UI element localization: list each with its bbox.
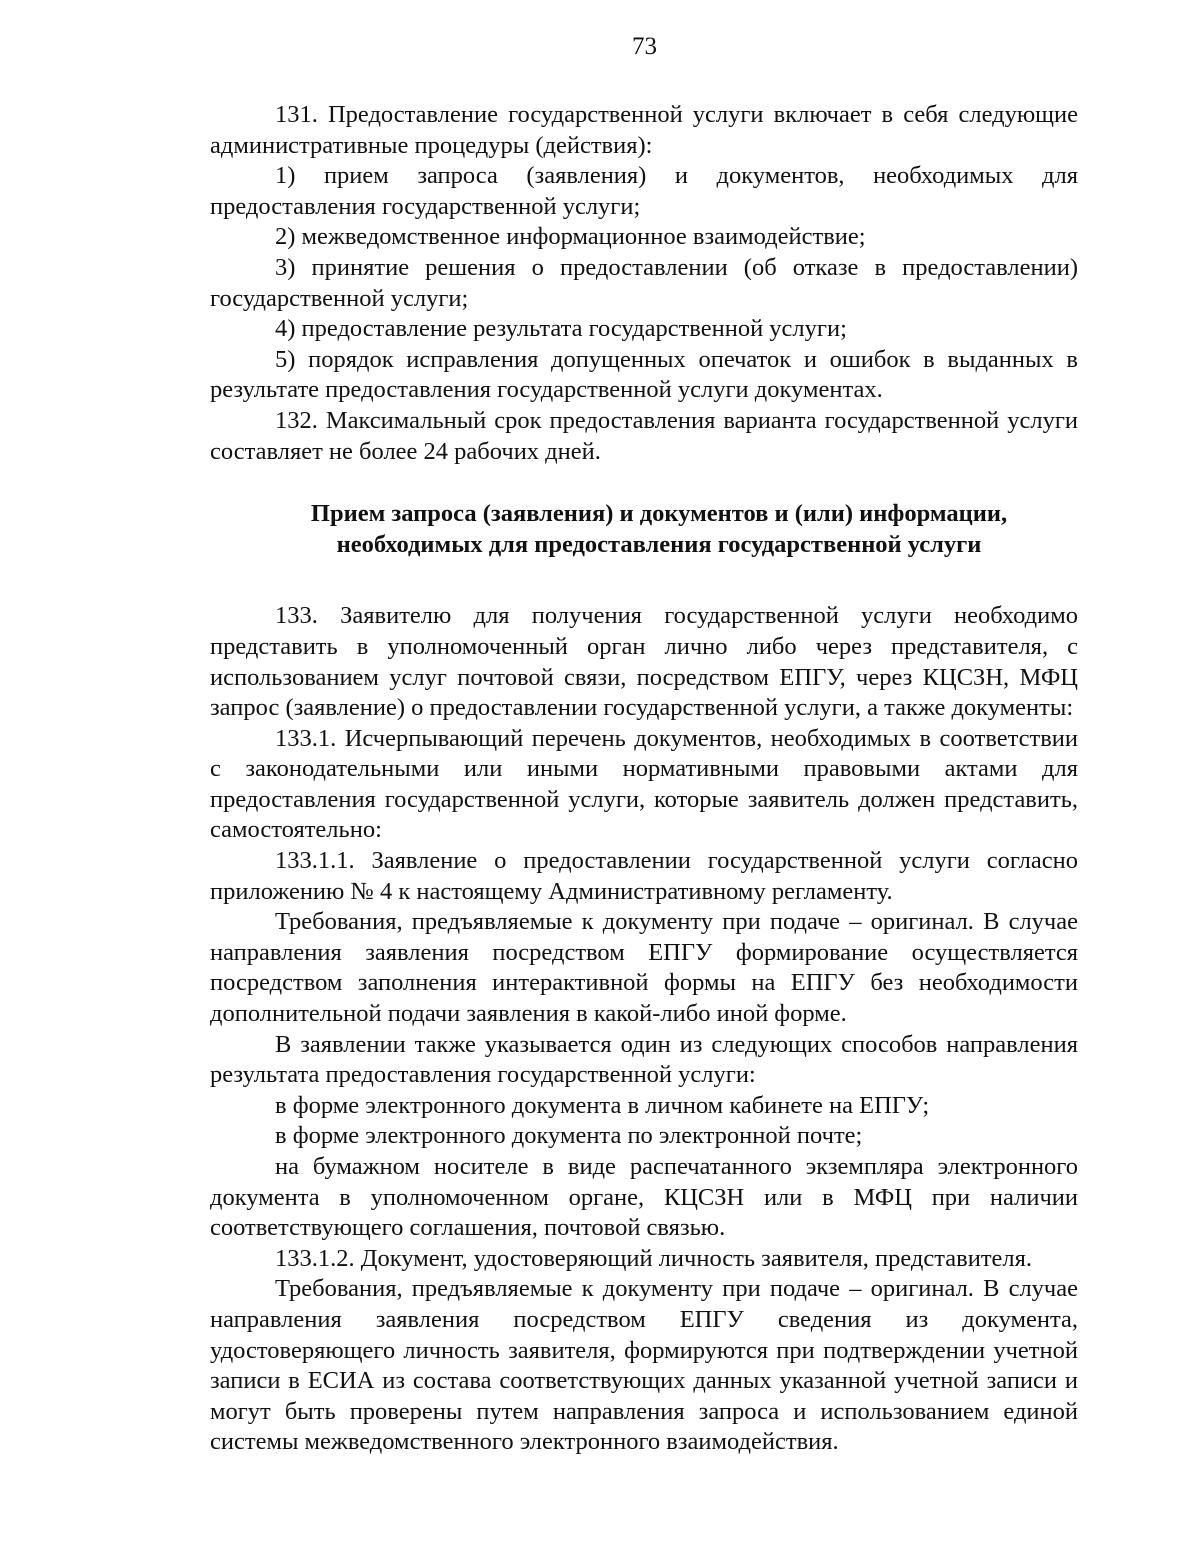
delivery-methods-intro: В заявлении также указывается один из следующих способов направления результата предоставления государственной услуги: xyxy=(210,1030,1078,1089)
requirements-paragraph-1: Требования, предъявляемые к документу при подаче – оригинал. В случае направления заявления посредством ЕПГУ формирование осуществляется посредством заполнения интерактивной формы на ЕПГУ без необходимости дополнительной подачи заявления в какой-либо иной форме. xyxy=(210,908,1078,1028)
list-item-1: 1) прием запроса (заявления) и документов, необходимых для предоставления государственной услуги; xyxy=(210,162,1078,220)
document-body xyxy=(210,100,1078,1458)
list-item-4: 4) предоставление результата государственной услуги; xyxy=(275,315,847,343)
paragraph-133-1: 133.1. Исчерпывающий перечень документов, необходимых в соответствии с законодательными или иными нормативными правовыми актами для предоставления государственной услуги, которые заявитель должен представить, самостоятельно: xyxy=(210,724,1078,844)
paragraph-132: 132. Максимальный срок предоставления варианта государственной услуги составляет не более 24 рабочих дней. xyxy=(210,406,1078,465)
delivery-method-personal-cabinet: в форме электронного документа в личном кабинете на ЕПГУ; xyxy=(275,1091,930,1119)
delivery-method-email: в форме электронного документа по электронной почте; xyxy=(275,1122,863,1150)
paragraph-133-1-2: 133.1.2. Документ, удостоверяющий личность заявителя, представителя. xyxy=(275,1244,1033,1272)
list-item-2: 2) межведомственное информационное взаимодействие; xyxy=(275,223,866,251)
paragraph-133-1-1: 133.1.1. Заявление о предоставлении государственной услуги согласно приложению № 4 к настоящему Административному регламенту. xyxy=(210,847,1078,905)
delivery-method-paper: на бумажном носителе в виде распечатанного экземпляра электронного документа в уполномоченном органе, КЦСЗН или в МФЦ при наличии соответствующего соглашения, почтовой связью. xyxy=(210,1153,1078,1242)
section-heading-line-2: необходимых для предоставления государственной услуги xyxy=(336,530,982,558)
paragraph-131: 131. Предоставление государственной услуги включает в себя следующие административные процедуры (действия): xyxy=(210,101,1078,159)
list-item-3: 3) принятие решения о предоставлении (об отказе в предоставлении) государственной услуги; xyxy=(210,253,1078,312)
list-item-5: 5) порядок исправления допущенных опечаток и ошибок в выданных в результате предоставления государственной услуги документах. xyxy=(210,345,1078,404)
page-number: 73 xyxy=(632,33,657,60)
section-heading xyxy=(210,499,1078,560)
requirements-paragraph-2: Требования, предъявляемые к документу при подаче – оригинал. В случае направления заявления посредством ЕПГУ сведения из документа, удостоверяющего личность заявителя, формируются при подтверждении учетной записи в ЕСИА из состава соответствующих данных указанной учетной записи и могут быть проверены путем направления запроса и использованием единой системы межведомственного электронного взаимодействия. xyxy=(210,1275,1078,1456)
section-heading-line-1: Прием запроса (заявления) и документов и (или) информации, xyxy=(310,500,1008,528)
paragraph-133: 133. Заявителю для получения государственной услуги необходимо представить в уполномоченный орган лично либо через представителя, с использованием услуг почтовой связи, посредством ЕПГУ, через КЦСЗН, МФЦ запрос (заявление) о предоставлении государственной услуги, а также документы: xyxy=(210,602,1078,722)
